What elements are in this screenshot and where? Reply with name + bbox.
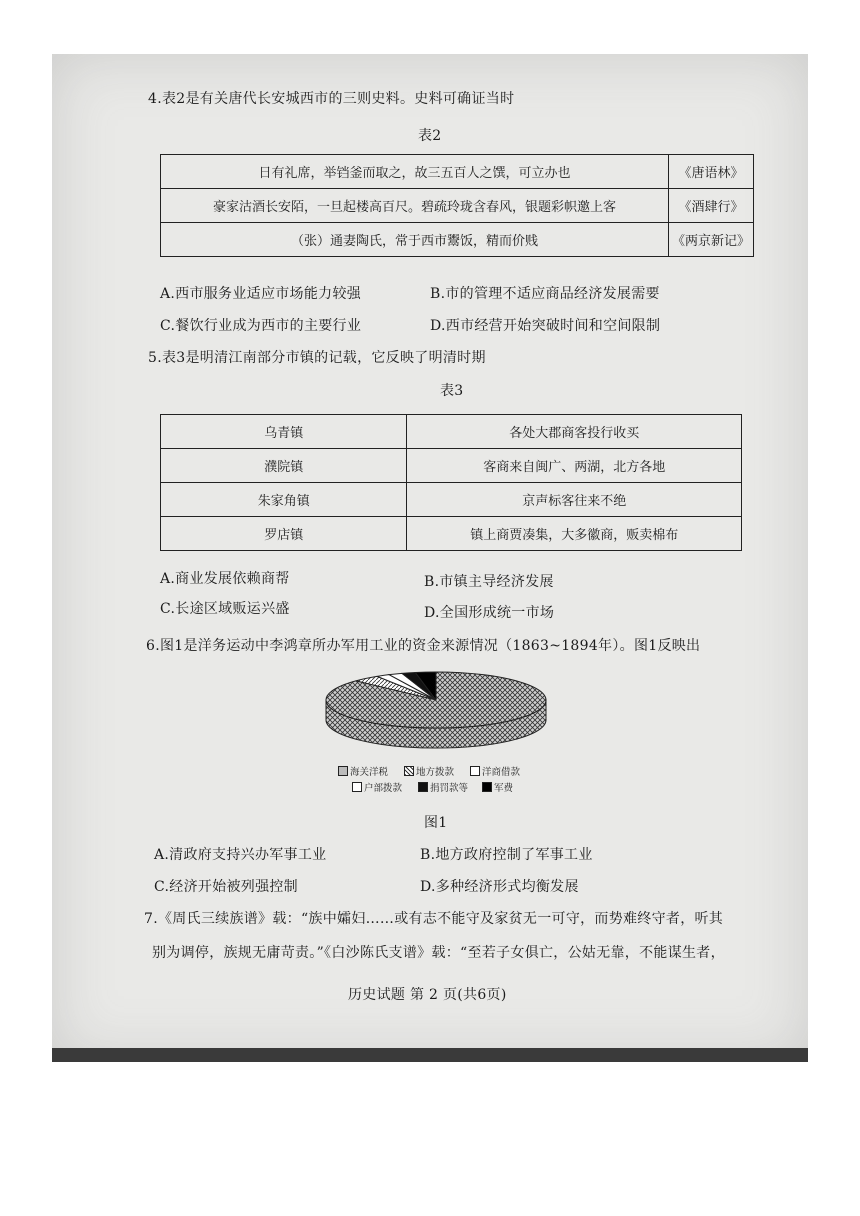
q6-figure-caption: 图1 — [424, 815, 448, 831]
table-cell-record: 客商来自闽广、两湖，北方各地 — [407, 449, 742, 483]
table-cell-town: 濮院镇 — [161, 449, 407, 483]
table-cell: （张）通妻陶氏，常于西市鬻饭，精而价贱 — [161, 223, 669, 257]
q4-option-b: B.市的管理不适应商品经济发展需要 — [430, 286, 660, 302]
q5-option-d: D.全国形成统一市场 — [424, 605, 555, 621]
legend-label: 捐罚款等 — [430, 783, 469, 794]
q6-option-b: B.地方政府控制了军事工业 — [420, 847, 593, 863]
legend-item-4 — [352, 780, 402, 794]
legend-label: 海关洋税 — [350, 767, 389, 778]
legend-swatch — [352, 782, 362, 792]
table-cell: 日有礼席，举铛釜而取之，故三五百人之馔，可立办也 — [161, 155, 669, 189]
q5-option-c: C.长途区域贩运兴盛 — [160, 601, 290, 617]
page-footer: 历史试题 第 2 页(共6页) — [348, 987, 507, 1003]
table-cell-record: 各处大郡商客投行收买 — [407, 415, 742, 449]
q6-stem: 6.图1是洋务运动中李鸿章所办军用工业的资金来源情况（1863~1894年）。图1反映出 — [146, 638, 701, 654]
legend-item-6 — [482, 780, 513, 794]
q6-option-d: D.多种经济形式均衡发展 — [420, 879, 579, 895]
q7-line-2: 别为调停，族规无庸苛责。”《白沙陈氏支谱》载：“至若子女俱亡，公姑无靠，不能谋生者， — [152, 945, 725, 961]
q4-option-a: A.西市服务业适应市场能力较强 — [160, 286, 362, 302]
q6-option-a: A.清政府支持兴办军事工业 — [154, 847, 327, 863]
q4-stem: 4.表2是有关唐代长安城西市的三则史料。史料可确证当时 — [148, 91, 515, 107]
table-cell-source: 《酒肆行》 — [669, 189, 754, 223]
q5-stem: 5.表3是明清江南部分市镇的记载，它反映了明清时期 — [148, 350, 486, 366]
table-cell-town: 乌青镇 — [161, 415, 407, 449]
legend-label: 户部拨款 — [364, 783, 403, 794]
q5-option-a: A.商业发展依赖商帮 — [160, 571, 290, 587]
legend-swatch — [482, 782, 492, 792]
q4-option-c: C.餐饮行业成为西市的主要行业 — [160, 318, 362, 334]
table-cell-town: 罗店镇 — [161, 517, 407, 551]
legend-swatch — [404, 766, 414, 776]
q7-line-1: 7.《周氏三续族谱》载：“族中孀妇……或有志不能守及家贫无一可守，而势难终守者，听其 — [144, 911, 724, 927]
legend-label: 军费 — [494, 783, 514, 794]
legend-item-5 — [418, 780, 468, 794]
table-cell-record: 京声标客往来不绝 — [407, 483, 742, 517]
legend-item-3 — [470, 764, 520, 778]
legend-item-2 — [404, 764, 454, 778]
table-cell-town: 朱家角镇 — [161, 483, 407, 517]
legend-swatch — [470, 766, 480, 776]
q4-option-d: D.西市经营开始突破时间和空间限制 — [430, 318, 661, 334]
table-cell-source: 《两京新记》 — [669, 223, 754, 257]
legend-label: 洋商借款 — [482, 767, 521, 778]
legend-item-1 — [338, 764, 388, 778]
legend-swatch — [338, 766, 348, 776]
q6-option-c: C.经济开始被列强控制 — [154, 879, 298, 895]
legend-label: 地方拨款 — [416, 767, 455, 778]
q5-table-caption: 表3 — [440, 383, 464, 399]
legend-swatch — [418, 782, 428, 792]
q5-option-b: B.市镇主导经济发展 — [424, 574, 554, 590]
table-cell: 豪家沽酒长安陌，一旦起楼高百尺。碧疏玲珑含春风，银题彩帜邀上客 — [161, 189, 669, 223]
q4-table-caption: 表2 — [418, 128, 442, 144]
table-cell-record: 镇上商贾凑集，大多徽商，贩卖棉布 — [407, 517, 742, 551]
table-cell-source: 《唐语林》 — [669, 155, 754, 189]
